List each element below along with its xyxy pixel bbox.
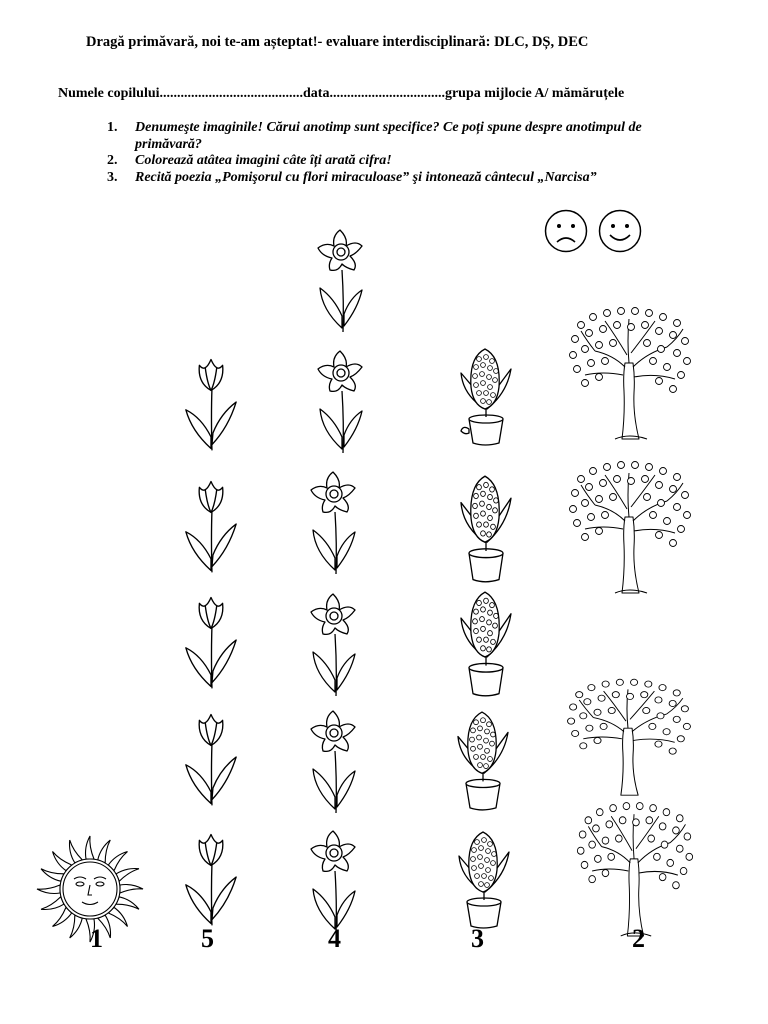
instruction-text: Colorează atâtea imagini câte îți arată cifra! xyxy=(135,153,392,168)
worksheet-title: Dragă primăvară, noi te-am așteptat!- evaluare interdisciplinară: DLC, DȘ, DEC xyxy=(86,34,589,50)
blossom-tree-icon xyxy=(565,677,693,797)
instruction-number: 2. xyxy=(107,153,118,168)
hyacinth-icon xyxy=(455,474,515,584)
hyacinth-icon xyxy=(455,347,515,447)
instruction-number: 3. xyxy=(107,169,118,185)
daffodil-icon xyxy=(310,224,370,334)
column-digit: 1 xyxy=(90,924,103,953)
daffodil-icon xyxy=(303,825,363,935)
column-digit: 4 xyxy=(328,924,341,953)
column-digit: 2 xyxy=(632,924,645,953)
instruction-text: Recită poezia „Pomişorul cu flori miraculoase” şi intonează cântecul „Narcisa” xyxy=(135,169,597,185)
column-digit: 5 xyxy=(201,924,214,953)
daffodil-icon xyxy=(303,466,363,576)
blossom-tree-icon xyxy=(575,800,695,938)
blossom-tree-icon xyxy=(567,459,693,595)
blossom-tree-icon xyxy=(567,305,693,441)
happy-face-icon[interactable] xyxy=(598,209,642,253)
daffodil-icon xyxy=(310,345,370,455)
tulip-icon xyxy=(182,477,240,575)
instruction-item xyxy=(107,153,707,170)
tulip-icon xyxy=(182,355,240,453)
instruction-number: 1. xyxy=(107,120,118,135)
child-info-line: Numele copilului.........................................data.................................grupa mijlocie A/ mămăruțele xyxy=(58,86,625,101)
instruction-text: Denumeşte imaginile! Cărui anotimp sunt specifice? Ce poți spune despre anotimpul de primăvară? xyxy=(135,120,642,152)
column-digit: 3 xyxy=(471,924,484,953)
tulip-icon xyxy=(182,830,240,928)
hyacinth-icon xyxy=(455,590,515,698)
tulip-icon xyxy=(182,710,240,808)
tulip-icon xyxy=(182,593,240,691)
instruction-item xyxy=(107,120,707,153)
hyacinth-icon xyxy=(452,830,514,930)
sad-face-icon[interactable] xyxy=(544,209,588,253)
hyacinth-icon xyxy=(452,710,512,812)
daffodil-icon xyxy=(303,705,363,815)
daffodil-icon xyxy=(303,588,363,698)
instruction-item xyxy=(107,170,707,187)
instructions-list xyxy=(107,120,707,186)
